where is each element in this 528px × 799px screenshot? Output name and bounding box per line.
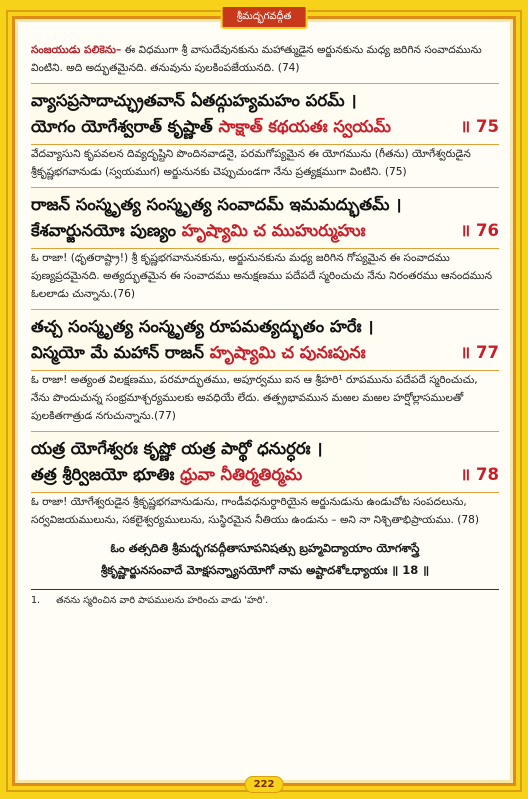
verse-line — [31, 114, 499, 140]
verse-line — [31, 314, 499, 340]
verse-number: ॥ 76 — [460, 221, 499, 240]
verse-line — [31, 462, 499, 488]
verse-text: రాజన్ సంస్మృత్య సంస్మృత్య సంవాదమ్ ఇమమద్భుతమ్ । — [31, 195, 402, 214]
verse-text-highlight: ధ్రువా నీతిర్మతిర్మమ — [180, 465, 303, 484]
verse-text: యోగం యోగేశ్వరాత్ కృష్ణాత్ — [31, 117, 213, 136]
verse-line — [31, 88, 499, 114]
footnote-number: 1. — [31, 595, 41, 606]
verse-text: విస్మయో మే మహాన్ రాజన్ — [31, 343, 204, 362]
verse-line — [31, 436, 499, 462]
verse-line — [31, 340, 499, 366]
verse-75 — [31, 83, 499, 145]
colophon-line: శ్రీకృష్ణార్జునసంవాదే మోక్షసన్న్యాసయోగో నామ అష్టాదశోఽధ్యాయః ॥ 18 ॥ — [100, 563, 430, 577]
verse-text: యత్ర యోగేశ్వరః కృష్ణో యత్ర పార్థో ధనుర్ధరః । — [31, 439, 323, 458]
chapter-colophon — [31, 537, 499, 581]
commentary-76: ఓ రాజా! (ధృతరాష్ట్రా!) శ్రీ కృష్ణభగవానునకును, అర్జునునకును మధ్య జరిగిన గోప్యమైన ఈ సంవాదము పుణ్యప్రదమైనది. అత్యద్భుతమైన ఈ సంవాదము అనుక్షణము పదేపదే స్మరించుచు నేను నిరంతరము ఆనందమున ఓలలాడు చున్నాను.(76) — [31, 252, 493, 300]
verse-text: తచ్చ సంస్మృత్య సంస్మృత్య రూపమత్యద్భుతం హరేః । — [31, 317, 374, 336]
page-frame — [12, 11, 516, 790]
verse-line — [31, 192, 499, 218]
footnote-divider — [31, 589, 499, 590]
verse-78 — [31, 431, 499, 493]
commentary-77: ఓ రాజా! అత్యంత విలక్షణము, పరమాద్భుతము, అపూర్వము ఐన ఆ శ్రీహరి¹ రూపమును పదేపదే స్మరించుచు, నేను పొందుచున్న సంభ్రమాశ్చర్యములకు అవధియే లేదు. తత్ప్రభావమున మఱల మఱల హర్షోల్లాసములతో పులకితగాత్రుడ నగుచున్నాను.(77) — [31, 374, 478, 422]
verse-text: కేశవార్జునయోః పుణ్యం — [31, 221, 177, 240]
commentary-74 — [31, 41, 499, 77]
commentary-75: వేదవ్యాసుని కృపవలన దివ్యదృష్టిని పొందినవాడనై, పరమగోప్యమైన ఈ యోగమును (గీతను) యోగేశ్వరుడైన శ్రీకృష్ణభగవానుడు (స్వయముగ) అర్జునునకు చెప్పుచుండగా నేను ప్రత్యక్షముగా వింటిని. (75) — [31, 148, 471, 178]
verse-text-highlight: హృష్యామి చ ముహుర్ముహుః — [181, 221, 366, 240]
page-number: 222 — [245, 776, 284, 793]
verse-text-highlight: సాక్షాత్ కథయతః స్వయమ్ — [218, 117, 391, 136]
verse-number: ॥ 75 — [460, 117, 499, 136]
commentary-text: ఈ విధముగా శ్రీ వాసుదేవునకును మహాత్ముడైన అర్జునకును మధ్య జరిగిన సంవాదమును వింటిని. అది అద్భుతమైనది. తనువును పులకింపజేయునది. (74) — [31, 44, 482, 74]
verse-text: తత్ర శ్రీర్విజయో భూతిః — [31, 465, 175, 484]
verse-line — [31, 218, 499, 244]
running-header: శ్రీమద్భగవద్గీత — [221, 5, 308, 29]
commentary-78: ఓ రాజా! యోగేశ్వరుడైన శ్రీకృష్ణభగవానుడును, గాండీవధనుర్ధారియైన అర్జునుడును ఉండుచోట సంపదలును, సర్వవిజయములును, సకలైశ్వర్యములును, సుస్థిరమైన నీతియు ఉండును – అని నా నిశ్చితాభిప్రాయము. (78) — [31, 496, 479, 526]
verse-77 — [31, 309, 499, 371]
verse-number: ॥ 77 — [460, 343, 499, 362]
speaker-label: సంజయుడు పలికెను– — [31, 44, 122, 56]
verse-text: వ్యాసప్రసాదాచ్ఛ్రుతవాన్ ఏతద్గుహ్యమహం పరమ్ । — [31, 91, 357, 110]
footnote — [31, 594, 499, 608]
verse-number: ॥ 78 — [460, 465, 499, 484]
footnote-text: తనను స్మరించిన వారి పాపములను హరించు వాడు 'హరి'. — [56, 595, 269, 606]
verse-76 — [31, 187, 499, 249]
colophon-line: ఓం తత్సదితి శ్రీమద్భగవద్గీతాసూపనిషత్సు బ్రహ్మవిద్యాయాం యోగశాస్త్రే — [110, 541, 420, 555]
verse-text-highlight: హృష్యామి చ పునఃపునః — [209, 343, 366, 362]
page-content — [31, 41, 499, 753]
